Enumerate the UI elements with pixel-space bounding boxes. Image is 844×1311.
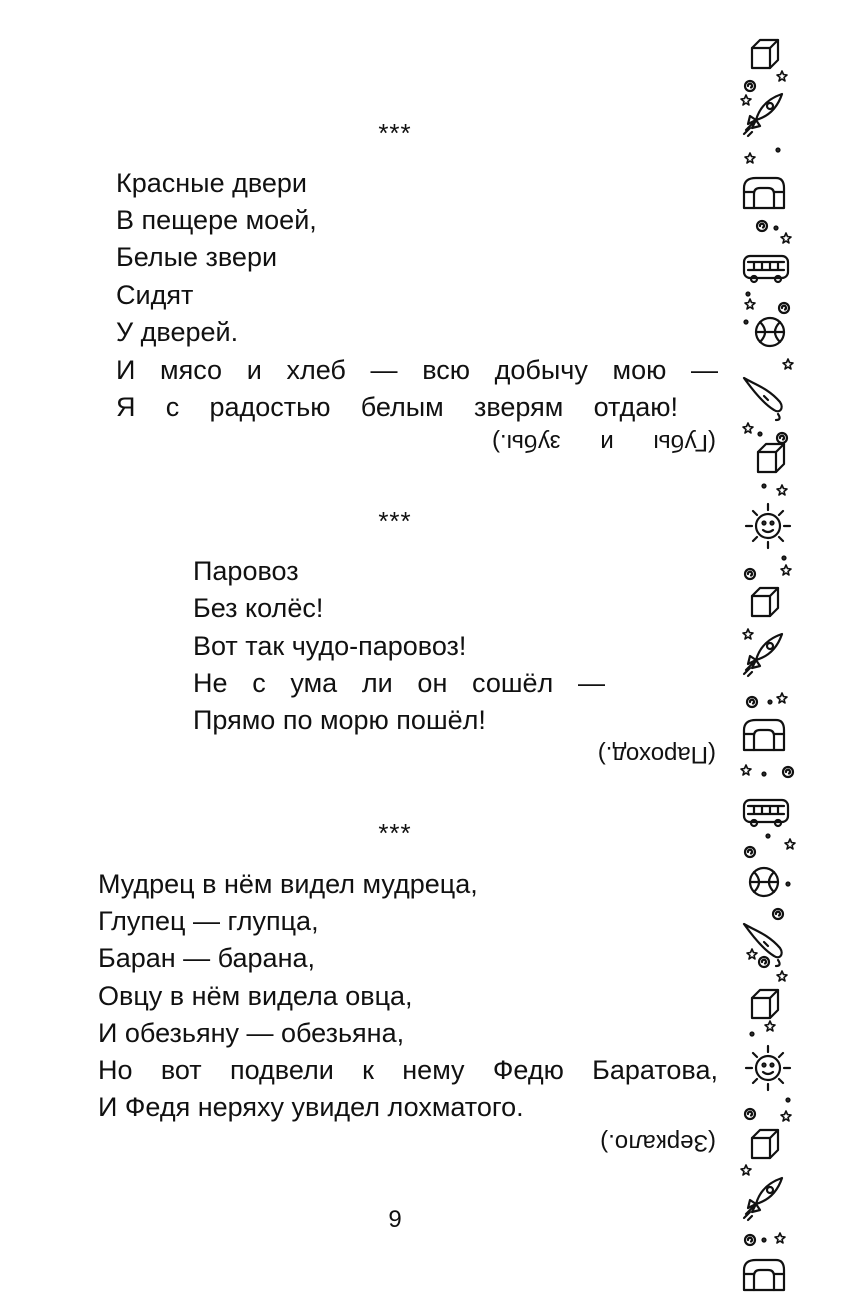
riddle-line: И обезьяну — обезьяна, bbox=[98, 1018, 405, 1048]
riddle-line: И Федя неряху увидел лохматого. bbox=[98, 1092, 524, 1122]
riddle-line: Я с радостью белым зверям отдаю! bbox=[116, 392, 678, 422]
riddle-line: Но вот подвели к нему Федю Баратова, bbox=[98, 1055, 718, 1085]
riddle-separator: *** bbox=[378, 118, 412, 148]
riddle-line: Белые звери bbox=[116, 242, 278, 272]
riddle-line: Вот так чудо-паровоз! bbox=[193, 631, 467, 661]
riddle-line: Глупец — глупца, bbox=[98, 906, 319, 936]
riddle-line: Прямо по морю пошёл! bbox=[193, 705, 486, 735]
riddle-line: Овцу в нём видела овца, bbox=[98, 981, 413, 1011]
decorative-border bbox=[726, 30, 826, 1305]
riddle-separator: *** bbox=[378, 506, 412, 536]
decorative-border-svg bbox=[726, 30, 826, 1305]
riddle-separator: *** bbox=[378, 818, 412, 848]
riddle-line: Без колёс! bbox=[193, 593, 324, 623]
riddle-line: Не с ума ли он сошёл — bbox=[193, 668, 605, 698]
riddle-line: У дверей. bbox=[116, 317, 239, 347]
riddle-line: И мясо и хлеб — всю добычу мою — bbox=[116, 355, 718, 385]
riddle-line: В пещере моей, bbox=[116, 205, 317, 235]
riddle-line: Паровоз bbox=[193, 556, 299, 586]
riddle-answer: (Пароход.) bbox=[597, 741, 716, 768]
riddle-line: Баран — барана, bbox=[98, 943, 316, 973]
riddle-answer: (Губы и зубы.) bbox=[492, 429, 716, 456]
riddle-answer: (Зеркало.) bbox=[600, 1129, 716, 1156]
page-number: 9 bbox=[388, 1206, 402, 1233]
riddle-line: Красные двери bbox=[116, 168, 308, 198]
riddle-line: Сидят bbox=[116, 280, 194, 310]
riddle-line: Мудрец в нём видел мудреца, bbox=[98, 869, 478, 899]
